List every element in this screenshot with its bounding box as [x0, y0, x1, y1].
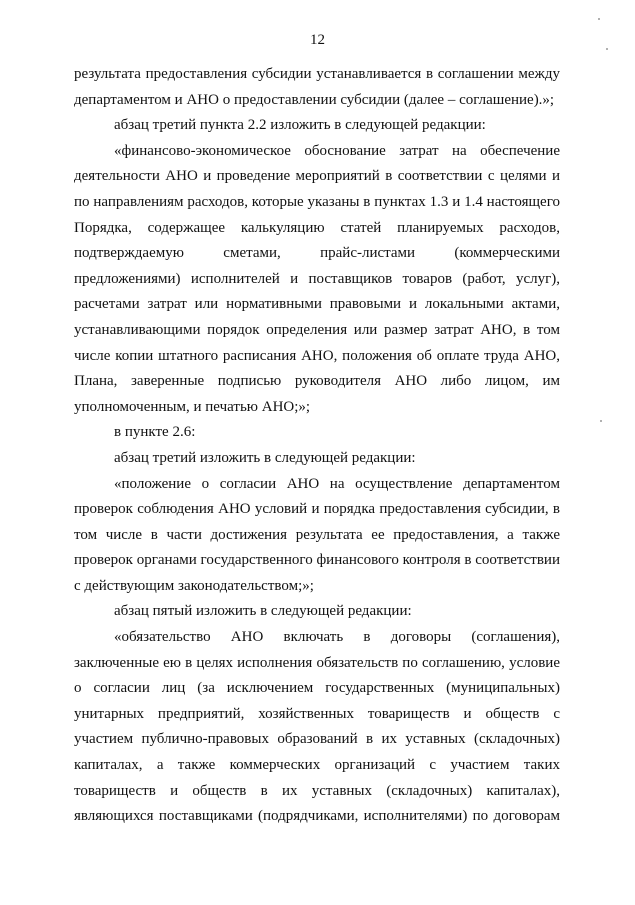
scan-speck [598, 18, 600, 20]
page-number: 12 [310, 32, 325, 48]
scan-speck [600, 420, 602, 422]
paragraph-amendment-third: абзац третий изложить в следующей редакции: [114, 449, 416, 466]
paragraph-consent-inspections: «положение о согласии АНО на осуществление департаментом проверок соблюдения АНО условий и порядка предоставления субсидии, в том числе в части достижения результата ее предоставления, а также проверок органами государственного финансового контроля в соответствии с действующим законодательством;»; [74, 475, 560, 594]
paragraph-amendment-fifth: абзац пятый изложить в следующей редакции: [114, 603, 412, 620]
paragraph-amendment-2-2: абзац третий пункта 2.2 изложить в следующей редакции: [114, 117, 486, 134]
paragraph-financial-justification: «финансово-экономическое обоснование затрат на обеспечение деятельности АНО и проведение мероприятий в соответствии с целями и по направлениям расходов, которые указаны в пунктах 1.3 и 1.4 настоящего Порядка, содержащее калькуляцию статей планируемых расходов, подтверждаемую сметами, прайс-листами (коммерческими предложениями) исполнителей и поставщиков товаров (работ, услуг), расчетами затрат или нормативными правовыми и локальными актами, устанавливающими порядок определения или размер затрат АНО, в том числе копии штатного расписания АНО, положения об оплате труда АНО, Плана, заверенные подписью руководителя АНО либо лицом, им уполномоченным, и печатью АНО;»; [74, 142, 560, 415]
paragraph-contract-obligation: «обязательство АНО включать в договоры (соглашения), заключенные ею в целях исполнения обязательств по соглашению, условие о согласии лиц (за исключением государственных (муниципальных) унитарных предприятий, хозяйственных товариществ и обществ с участием публично-правовых образований в их уставных (складочных) капиталах, а также коммерческих организаций с участием таких товариществ и обществ в их уставных (складочных) капиталах), являющихся поставщиками (подрядчиками, исполнителями) по договорам [74, 629, 560, 825]
paragraph-item-2-6: в пункте 2.6: [114, 424, 196, 441]
paragraph-continuation: результата предоставления субсидии устанавливается в соглашении между департаментом и АНО о предоставлении субсидии (далее – соглашение).»; [74, 66, 560, 108]
document-body [74, 62, 560, 830]
scan-speck [606, 48, 608, 50]
